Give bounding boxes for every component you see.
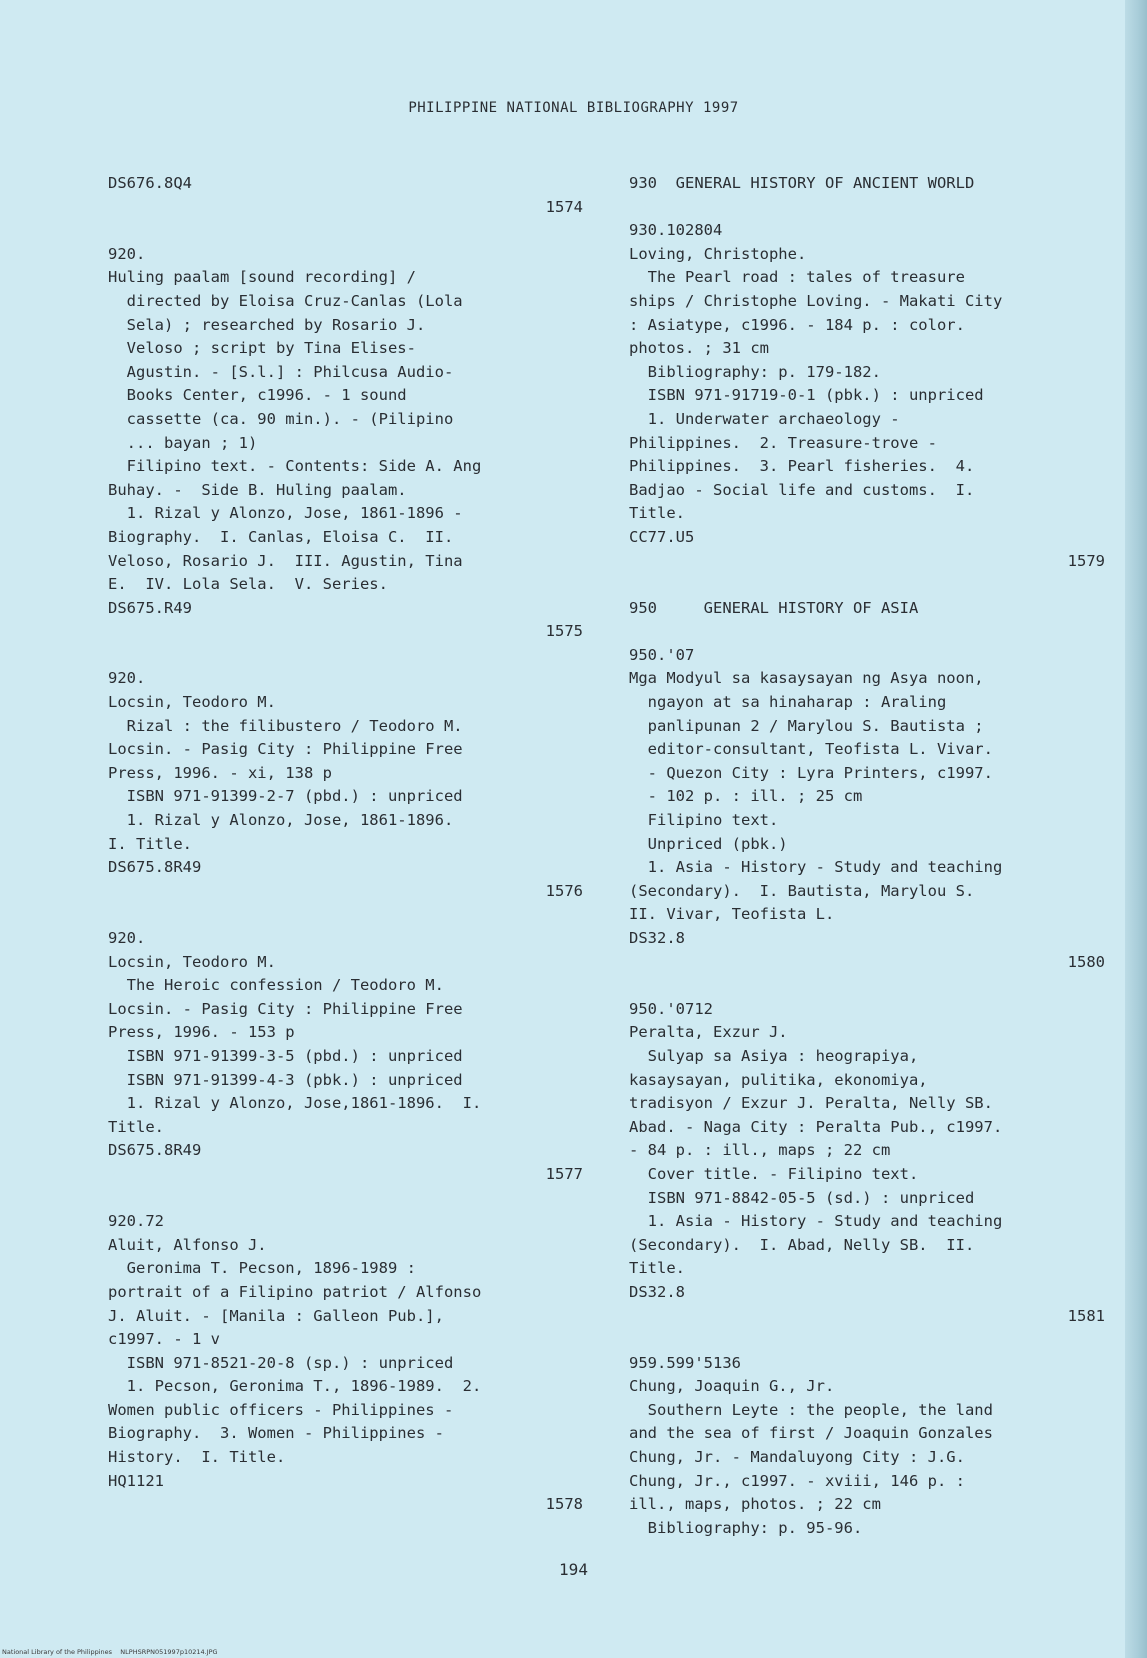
entry-text-line: Chung, Jr., c1997. - xviii, 146 p. :: [629, 1471, 965, 1490]
entry-text-line: panlipunan 2 / Marylou S. Bautista ;: [629, 716, 984, 735]
blank-line: [629, 620, 1105, 644]
entry-text-line: DS676.8Q4: [108, 174, 192, 192]
entry-text-line: ISBN 971-91399-2-7 (pbd.) : unpriced: [108, 787, 463, 806]
entry-text-line: Loving, Christophe.: [629, 244, 807, 263]
entry-text-line: Sela) ; researched by Rosario J.: [108, 315, 426, 334]
entry-text-line: J. Aluit. - [Manila : Galleon Pub.],: [108, 1306, 444, 1325]
entry-number: 1576: [545, 881, 583, 900]
entry-number: 1578: [545, 1495, 583, 1514]
entry-text-line: DS675.R49: [108, 598, 192, 617]
entry-text-line: Biography. I. Canlas, Eloisa C. II.: [108, 527, 454, 546]
entry-text-line: ngayon at sa hinaharap : Araling: [629, 693, 947, 712]
entry-text-line: - 102 p. : ill. ; 25 cm: [629, 787, 863, 806]
entry-text-line: portrait of a Filipino patriot / Alfonso: [108, 1282, 482, 1301]
entry-text-line: Rizal : the filibustero / Teodoro M.: [108, 716, 463, 735]
entry-text-line: Bibliography: p. 95-96.: [629, 1518, 863, 1537]
entry-text-line: ISBN 971-91719-0-1 (pbk.) : unpriced: [629, 386, 984, 405]
entry-text-line: Locsin, Teodoro M.: [108, 693, 276, 712]
entry-text-line: and the sea of first / Joaquin Gonzales: [629, 1424, 993, 1443]
entry-text-line: Veloso, Rosario J. III. Agustin, Tina: [108, 551, 463, 570]
entry-text-line: : Asiatype, c1996. - 184 p. : color.: [629, 315, 965, 334]
entry-text-line: ill., maps, photos. ; 22 cm: [629, 1495, 881, 1514]
entry-text-line: (Secondary). I. Bautista, Marylou S.: [629, 881, 975, 900]
entry-text-line: Agustin. - [S.l.] : Philcusa Audio-: [108, 362, 454, 381]
entry-number: 1575: [545, 622, 583, 641]
entry-text-line: Philippines. 3. Pearl fisheries. 4.: [629, 457, 975, 476]
entry-text-line: DS675.8R49: [108, 1141, 202, 1160]
entry-text-line: 930.102804: [629, 221, 723, 240]
entry-text-line: Title.: [108, 1117, 164, 1136]
entry-text-line: DS675.8R49: [108, 858, 202, 877]
entry-text-line: Veloso ; script by Tina Elises-: [108, 339, 416, 358]
blank-line: [629, 1328, 1105, 1352]
entry-text-line: I. Title.: [108, 834, 192, 853]
entry-text-line: ISBN 971-8842-05-5 (sd.) : unpriced: [629, 1188, 975, 1207]
entry-text-line: Press, 1996. - xi, 138 p: [108, 763, 332, 782]
entry-text-line: Philippines. 2. Treasure-trove -: [629, 433, 937, 452]
entry-text-line: cassette (ca. 90 min.). - (Pilipino: [108, 409, 454, 428]
entry-text-line: ... bayan ; 1): [108, 433, 258, 452]
page-edge-shadow: [1125, 0, 1147, 1658]
entry-text-line: 1. Pecson, Geronima T., 1896-1989. 2.: [108, 1377, 482, 1396]
entry-text-line: Chung, Jr. - Mandaluyong City : J.G.: [629, 1448, 965, 1467]
entry-text-line: editor-consultant, Teofista L. Vivar.: [629, 740, 993, 759]
entry-text-line: Peralta, Exzur J.: [629, 1023, 788, 1042]
entry-text-line: Title.: [629, 1259, 685, 1278]
scan-footer: National Library of the Philippines NLPHSRPN051997p10214.JPG: [2, 1648, 218, 1656]
entry-text-line: Locsin, Teodoro M.: [108, 952, 276, 971]
entry-text-line: Mga Modyul sa kasaysayan ng Asya noon,: [629, 669, 984, 688]
entry-number: 1580: [1067, 952, 1105, 971]
entry-number: 1574: [545, 197, 583, 216]
entry-text-line: Chung, Joaquin G., Jr.: [629, 1377, 835, 1396]
blank-line: [629, 573, 1105, 597]
entry-text-line: Locsin. - Pasig City : Philippine Free: [108, 999, 463, 1018]
entry-text-line: 950.'07: [629, 645, 695, 664]
entry-text-line: Buhay. - Side B. Huling paalam.: [108, 480, 407, 499]
entry-text-line: photos. ; 31 cm: [629, 339, 769, 358]
entry-text-line: Biography. 3. Women - Philippines -: [108, 1424, 444, 1443]
entry-text-line: Cover title. - Filipino text.: [629, 1164, 919, 1183]
entry-text-line: 950.'0712: [629, 999, 713, 1018]
blank-line: [629, 974, 1105, 998]
entry-text-line: 1. Rizal y Alonzo, Jose, 1861-1896 -: [108, 504, 463, 523]
entry-text-line: Women public officers - Philippines -: [108, 1400, 454, 1419]
entry-text-line: Abad. - Naga City : Peralta Pub., c1997.: [629, 1117, 1003, 1136]
entry-text-line: kasaysayan, pulitika, ekonomiya,: [629, 1070, 928, 1089]
entry-text-line: 920.: [108, 669, 146, 688]
entry-text-line: 959.599'5136: [629, 1353, 741, 1372]
entry-text-line: The Heroic confession / Teodoro M.: [108, 976, 444, 995]
entry-text-line: directed by Eloisa Cruz-Canlas (Lola: [108, 291, 463, 310]
entry-text-line: ISBN 971-8521-20-8 (sp.) : unpriced: [108, 1353, 454, 1372]
entry-text-line: DS32.8: [629, 1282, 685, 1301]
entry-number: 1579: [1067, 551, 1105, 570]
entry-text-line: 920.: [108, 244, 146, 263]
blank-line: [108, 1187, 583, 1211]
entry-text-line: HQ1121: [108, 1471, 164, 1490]
page-number: 194: [559, 1560, 588, 1579]
entry-text-line: Southern Leyte : the people, the land: [629, 1400, 993, 1419]
entry-text-line: 950 GENERAL HISTORY OF ASIA: [629, 598, 919, 617]
entry-text-line: Filipino text.: [629, 811, 779, 830]
entry-text-line: 1. Rizal y Alonzo, Jose, 1861-1896.: [108, 811, 454, 830]
right-column: [629, 172, 1105, 1540]
entry-text-line: Huling paalam [sound recording] /: [108, 268, 416, 287]
blank-line: [108, 219, 583, 243]
entry-text-line: 1. Underwater archaeology -: [629, 409, 900, 428]
entry-text-line: Locsin. - Pasig City : Philippine Free: [108, 740, 463, 759]
entry-text-line: Geronima T. Pecson, 1896-1989 :: [108, 1259, 416, 1278]
entry-text-line: The Pearl road : tales of treasure: [629, 268, 965, 287]
entry-text-line: Books Center, c1996. - 1 sound: [108, 386, 407, 405]
entry-text-line: Filipino text. - Contents: Side A. Ang: [108, 457, 482, 476]
entry-text-line: History. I. Title.: [108, 1448, 286, 1467]
entry-text-line: - Quezon City : Lyra Printers, c1997.: [629, 763, 993, 782]
entry-text-line: c1997. - 1 v: [108, 1330, 220, 1349]
entry-text-line: Unpriced (pbk.): [629, 834, 788, 853]
entry-text-line: Aluit, Alfonso J.: [108, 1235, 267, 1254]
entry-text-line: Press, 1996. - 153 p: [108, 1023, 295, 1042]
entry-text-line: II. Vivar, Teofista L.: [629, 905, 835, 924]
entry-text-line: 1. Asia - History - Study and teaching: [629, 858, 1003, 877]
entry-text-line: - 84 p. : ill., maps ; 22 cm: [629, 1141, 891, 1160]
entry-number: 1577: [545, 1164, 583, 1183]
running-head: PHILIPPINE NATIONAL BIBLIOGRAPHY 1997: [408, 100, 739, 116]
entry-text-line: ships / Christophe Loving. - Makati City: [629, 291, 1003, 310]
blank-line: [629, 196, 1105, 220]
entry-text-line: ISBN 971-91399-4-3 (pbk.) : unpriced: [108, 1070, 463, 1089]
entry-text-line: Badjao - Social life and customs. I.: [629, 480, 975, 499]
blank-line: [108, 903, 583, 927]
entry-number: 1581: [1067, 1306, 1105, 1325]
entry-text-line: ISBN 971-91399-3-5 (pbd.) : unpriced: [108, 1046, 463, 1065]
entry-text-line: 920.: [108, 929, 146, 947]
entry-text-line: DS32.8: [629, 929, 685, 947]
entry-text-line: E. IV. Lola Sela. V. Series.: [108, 575, 388, 594]
entry-text-line: 920.72: [108, 1212, 164, 1231]
entry-text-line: Bibliography: p. 179-182.: [629, 362, 881, 381]
entry-text-line: (Secondary). I. Abad, Nelly SB. II.: [629, 1235, 975, 1254]
entry-text-line: 930 GENERAL HISTORY OF ANCIENT WORLD: [629, 174, 975, 192]
entry-text-line: Title.: [629, 504, 685, 523]
entry-text-line: tradisyon / Exzur J. Peralta, Nelly SB.: [629, 1094, 993, 1113]
blank-line: [108, 644, 583, 668]
entry-text-line: CC77.U5: [629, 527, 695, 546]
entry-text-line: Sulyap sa Asiya : heograpiya,: [629, 1046, 919, 1065]
entry-text-line: 1. Asia - History - Study and teaching: [629, 1212, 1003, 1231]
left-column: [108, 172, 583, 1517]
entry-text-line: 1. Rizal y Alonzo, Jose,1861-1896. I.: [108, 1094, 482, 1113]
